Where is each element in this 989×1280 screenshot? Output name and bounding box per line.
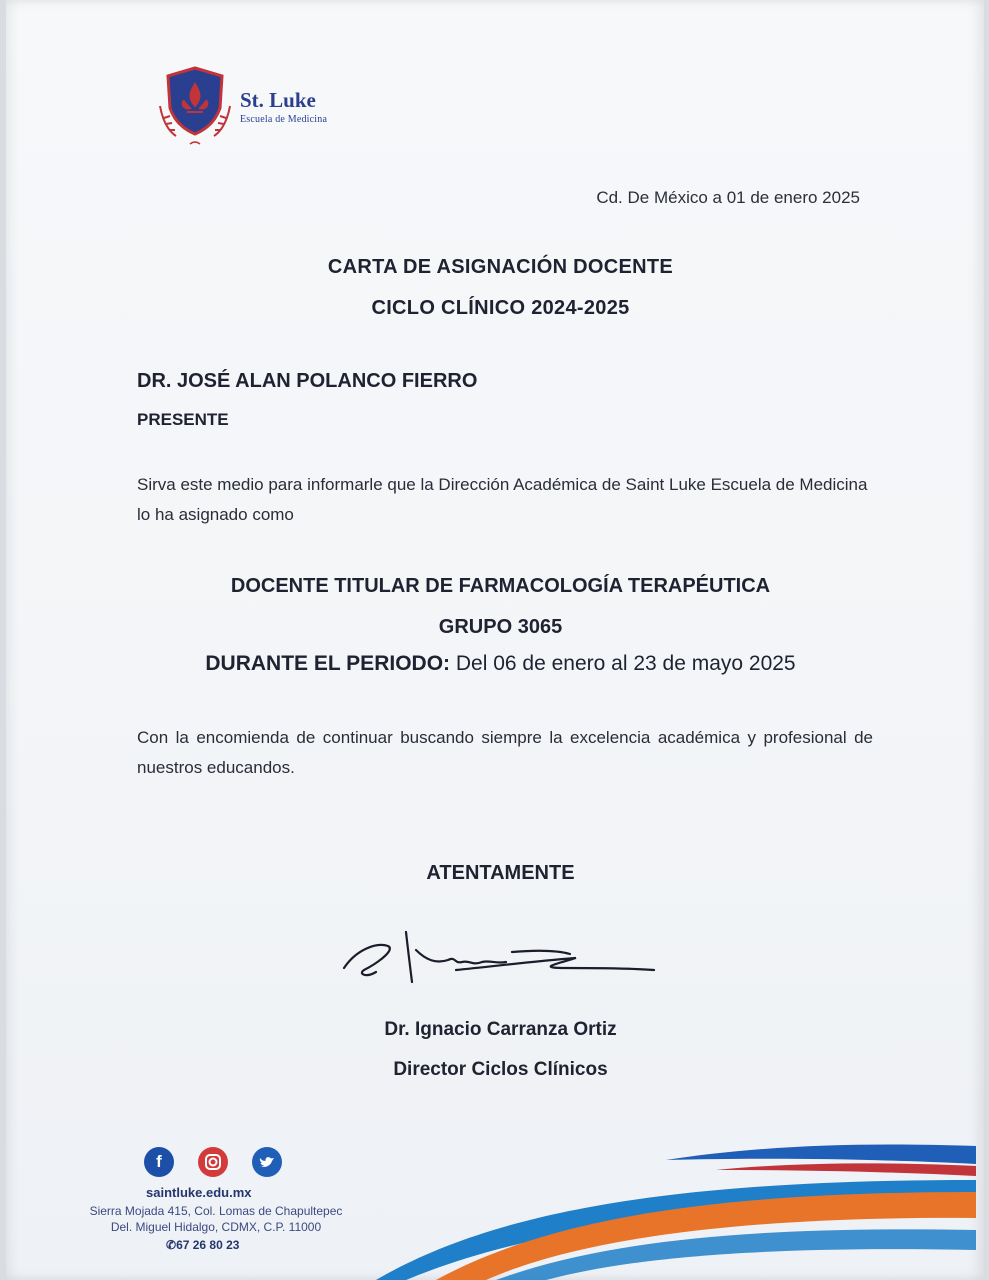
logo [154, 66, 354, 156]
assignment-group: GRUPO 3065 [438, 616, 563, 638]
salutation: PRESENTE [137, 410, 229, 429]
period-value: Del 06 de enero al 23 de mayo 2025 [450, 652, 796, 675]
phone-text: 67 26 80 23 [176, 1238, 240, 1252]
addressee-name: DR. JOSÉ ALAN POLANCO FIERRO [137, 370, 478, 392]
address-line-2: Del. Miguel Hidalgo, CDMX, C.P. 11000 [110, 1220, 322, 1234]
closing-paragraph: Con la encomienda de continuar buscando siempre la excelencia académica y profesional de nuestros educandos. [137, 728, 873, 777]
shield-logo-icon [154, 66, 236, 156]
facebook-icon[interactable]: f [144, 1147, 174, 1177]
letter-subtitle: CICLO CLÍNICO 2024-2025 [371, 297, 630, 319]
brand-name: St. Luke [240, 88, 316, 112]
intro-paragraph: Sirva este medio para informarle que la Dirección Académica de Saint Luke Escuela de Medicina lo ha asignado como [137, 475, 868, 524]
brand-subtitle: Escuela de Medicina [240, 114, 328, 125]
signer-name: Dr. Ignacio Carranza Ortiz [384, 1019, 617, 1040]
letter-page [6, 0, 984, 1280]
signer-title: Director Ciclos Clínicos [393, 1059, 608, 1080]
closing-word: ATENTAMENTE [426, 862, 575, 884]
date-line: Cd. De México a 01 de enero 2025 [596, 188, 860, 207]
phone-number [166, 1238, 239, 1252]
social-links [142, 1147, 292, 1179]
assignment-role: DOCENTE TITULAR DE FARMACOLOGÍA TERAPÉUTICA [230, 575, 771, 597]
assignment-period [6, 652, 989, 676]
twitter-icon[interactable] [252, 1147, 282, 1177]
phone-icon: ✆ [166, 1238, 177, 1252]
letter-title: CARTA DE ASIGNACIÓN DOCENTE [327, 256, 674, 278]
website-link[interactable]: saintluke.edu.mx [146, 1185, 252, 1200]
instagram-icon[interactable] [198, 1147, 228, 1177]
handwritten-signature [336, 920, 666, 990]
period-label: DURANTE EL PERIODO: [205, 652, 451, 675]
address-line-1: Sierra Mojada 415, Col. Lomas de Chapultepec [89, 1204, 343, 1218]
decorative-swoosh [376, 1140, 976, 1280]
